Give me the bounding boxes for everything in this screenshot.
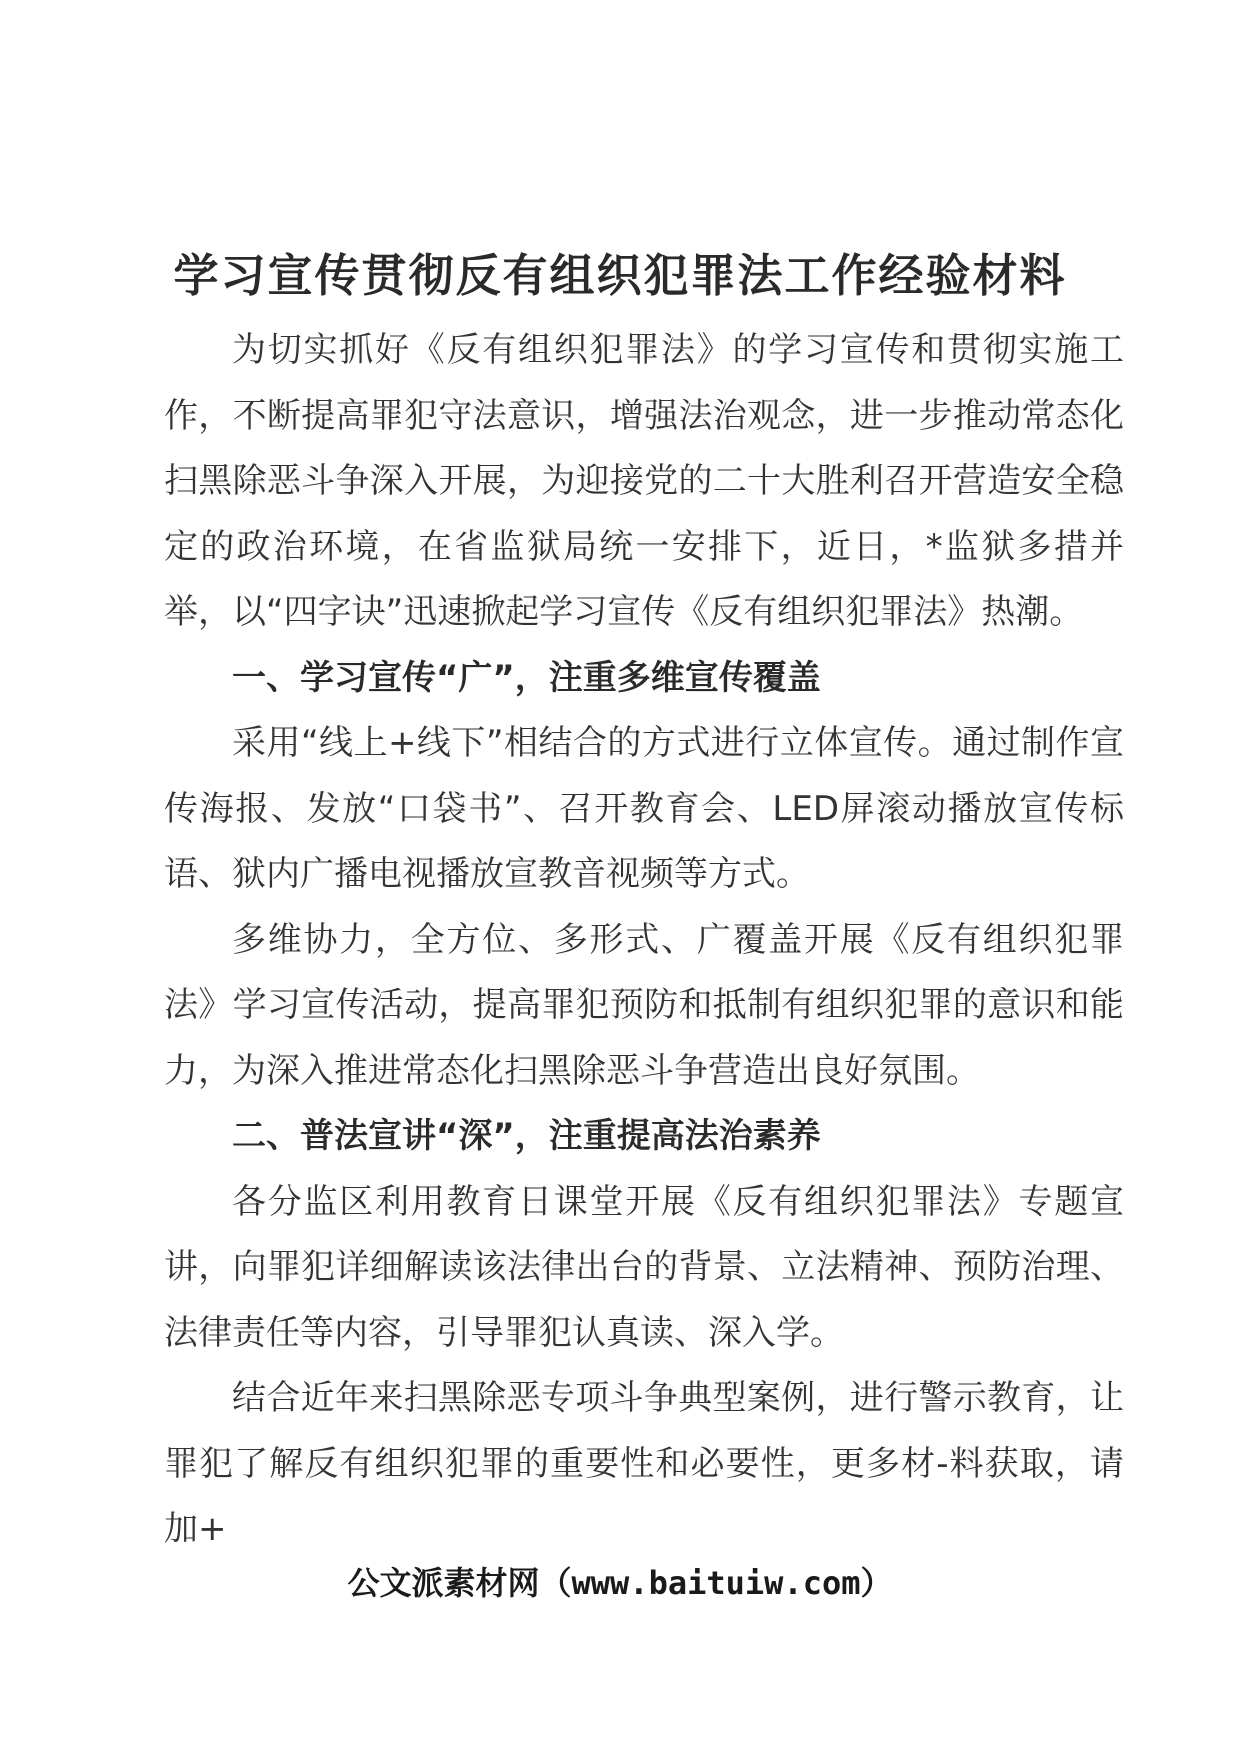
section-2-paragraph-2: 结合近年来扫黑除恶专项斗争典型案例，进行警示教育，让罪犯了解反有组织犯罪的重要性和必要性，更多材-料获取，请加+ — [164, 1378, 1124, 1549]
intro-paragraph: 为切实抓好《反有组织犯罪法》的学习宣传和贯彻实施工作，不断提高罪犯守法意识，增强法治观念，进一步推动常态化扫黑除恶斗争深入开展，为迎接党的二十大胜利召开营造安全稳定的政治环境，在省监狱局统一安排下，近日，*监狱多措并举，以“四字诀”迅速掀起学习宣传《反有组织犯罪法》热潮。 — [164, 330, 1124, 632]
section-heading-2: 二、普法宣讲“深”，注重提高法治素养 — [232, 1116, 821, 1156]
document-body — [164, 318, 1124, 1563]
section-heading-1: 一、学习宣传“广”，注重多维宣传覆盖 — [232, 657, 821, 698]
document-title: 学习宣传贯彻反有组织犯罪法工作经验材料 — [173, 249, 1067, 302]
footer-watermark: 公文派素材网（www.baituiw.com） — [347, 1564, 893, 1602]
section-2-paragraph-1: 各分监区利用教育日课堂开展《反有组织犯罪法》专题宣讲，向罪犯详细解读该法律出台的背景、立法精神、预防治理、法律责任等内容，引导罪犯认真读、深入学。 — [164, 1181, 1124, 1353]
section-1-paragraph-1: 采用“线上+线下”相结合的方式进行立体宣传。通过制作宣传海报、发放“口袋书”、召开教育会、LED屏滚动播放宣传标语、狱内广播电视播放宣教音视频等方式。 — [164, 723, 1124, 894]
section-1-paragraph-2: 多维协力，全方位、多形式、广覆盖开展《反有组织犯罪法》学习宣传活动，提高罪犯预防和抵制有组织犯罪的意识和能力，为深入推进常态化扫黑除恶斗争营造出良好氛围。 — [164, 919, 1124, 1091]
